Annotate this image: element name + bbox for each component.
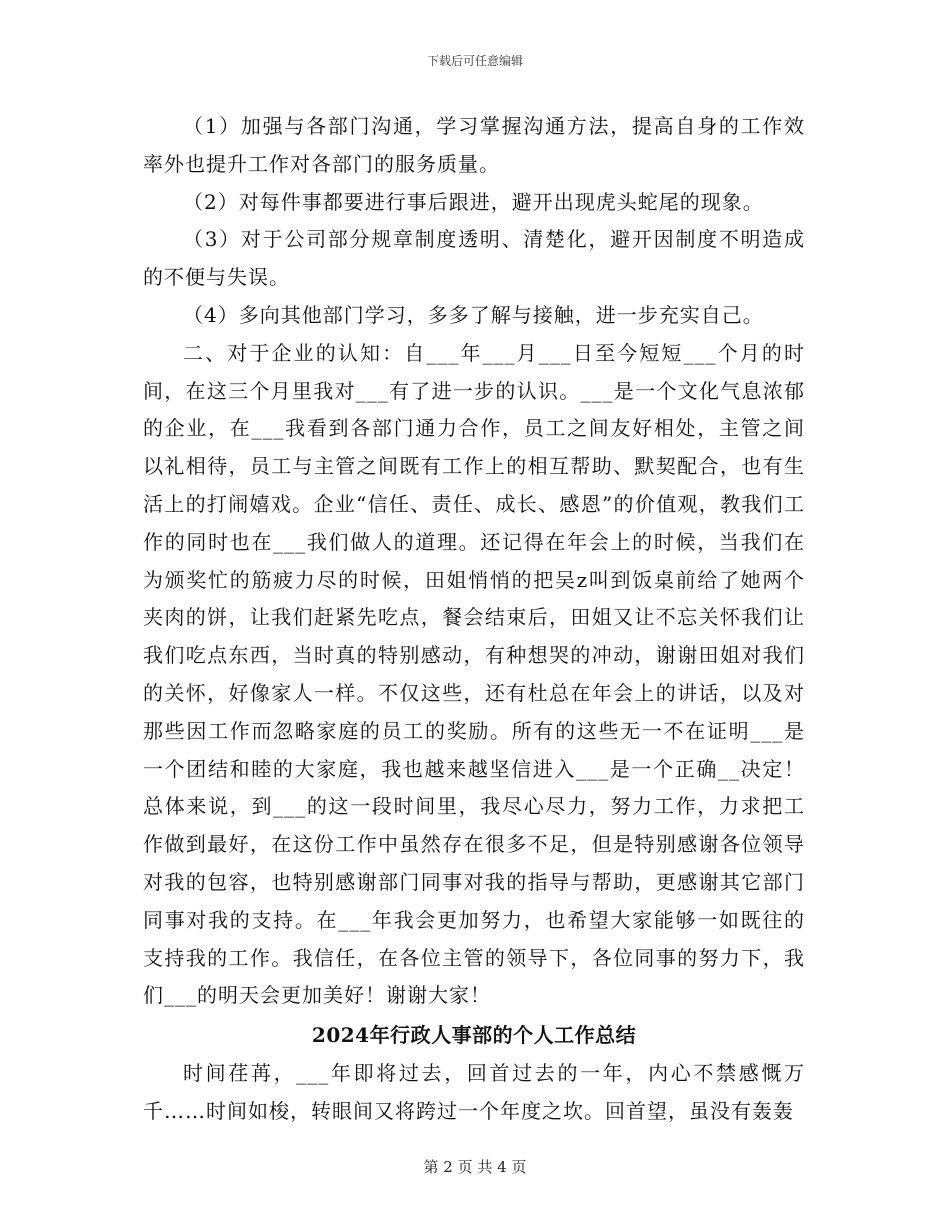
paragraph-item-2: （2）对每件事都要进行事后跟进，避开出现虎头蛇尾的现象。 (183, 189, 764, 214)
page-header: 下载后可任意编辑 (426, 54, 523, 68)
paragraph-summary-opening: 时间荏苒，___年即将过去，回首过去的一年，内心不禁感慨万千……时间如梭，转眼间又将跨过一个年度之坎。回首望，虽没有轰轰 (143, 1060, 805, 1123)
page-footer: 第 2 页 共 4 页 (423, 1158, 527, 1176)
paragraph-item-3: （3）对于公司部分规章制度透明、清楚化，避开因制度不明造成的不便与失误。 (143, 227, 805, 290)
paragraph-item-4: （4）多向其他部门学习，多多了解与接触，进一步充实自己。 (183, 302, 764, 327)
paragraph-company-recognition: 二、对于企业的认知：自___年___月___日至今短短___个月的时间，在这三个月里我对___有了进一步的认识。___是一个文化气息浓郁的企业，在___我看到各部门通力合作，员工之间友好相处，主管之间以礼相待，员工与主管之间既有工作上的相互帮助、默契配合，也有生活上的打闹嬉戏。企业“信任、责任、成长、感恩”的价值观，教我们工作的同时也在___我们做人的道理。还记得在年会上的时候，当我们在为颁奖忙的筋疲力尽的时候，田姐悄悄的把吴z叫到饭桌前给了她两个夹肉的饼，让我们赶紧先吃点，餐会结束后，田姐又让不忘关怀我们让我们吃点东西，当时真的特别感动，有种想哭的冲动，谢谢田姐对我们的关怀，好像家人一样。不仅这些，还有杜总在年会上的讲话，以及对那些因工作而忽略家庭的员工的奖励。所有的这些无一不在证明___是一个团结和睦的大家庭，我也越来越坚信进入___是一个正确__决定！总体来说，到___的这一段时间里，我尽心尽力，努力工作，力求把工作做到最好，在这份工作中虽然存在很多不足，但是特别感谢各位领导对我的包容，也特别感谢部门同事对我的指导与帮助，更感谢其它部门同事对我的支持。在___年我会更加努力，也希望大家能够一如既往的支持我的工作。我信任，在各位主管的领导下，各位同事的努力下，我们___的明天会更加美好！谢谢大家！ (143, 340, 805, 1008)
section-title: 2024年行政人事部的个人工作总结 (311, 1023, 637, 1048)
paragraph-item-1: （1）加强与各部门沟通，学习掌握沟通方法，提高自身的工作效率外也提升工作对各部门的服务质量。 (143, 114, 805, 176)
document-body (143, 108, 805, 1131)
